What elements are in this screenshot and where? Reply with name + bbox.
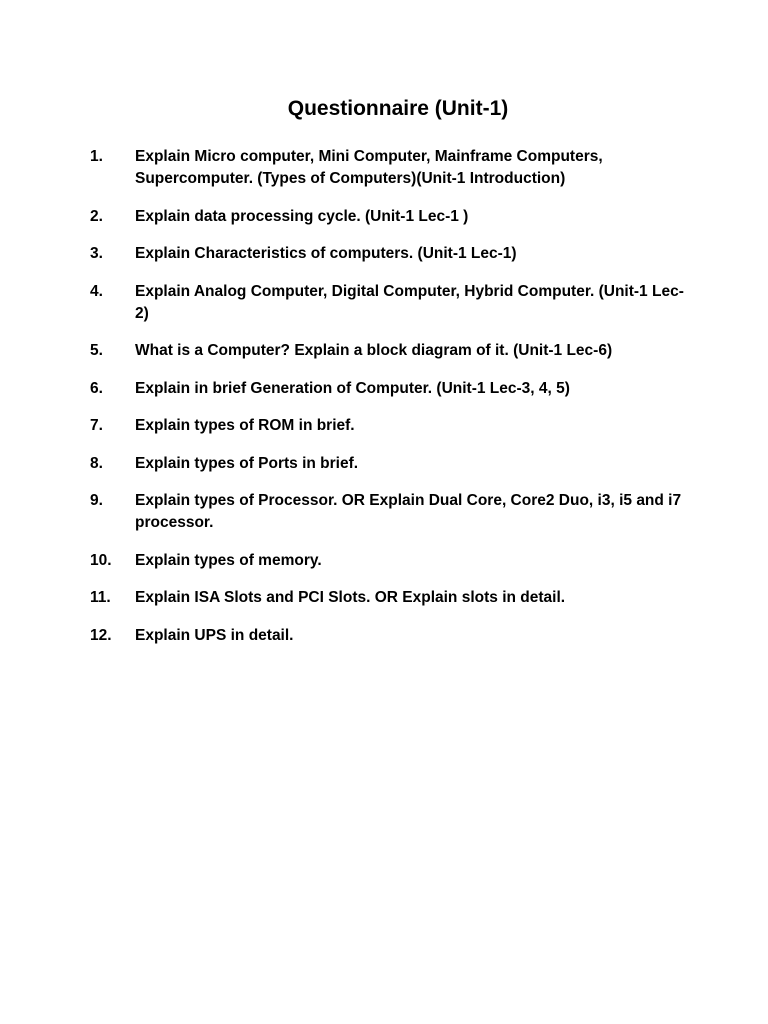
question-text: Explain Characteristics of computers. (Unit-1 Lec-1) xyxy=(135,245,517,262)
question-item xyxy=(90,146,690,190)
question-number: 12. xyxy=(90,626,112,644)
question-number: 2. xyxy=(90,207,103,225)
question-number: 4. xyxy=(90,282,103,300)
question-text: Explain in brief Generation of Computer. (Unit-1 Lec-3, 4, 5) xyxy=(135,379,570,397)
question-text: Explain Analog Computer, Digital Computer, Hybrid Computer. (Unit-1 Lec-2) xyxy=(135,282,684,322)
question-item xyxy=(90,625,690,647)
question-number: 9. xyxy=(90,492,103,509)
question-item xyxy=(90,281,690,325)
question-item xyxy=(90,550,690,572)
question-text: Explain ISA Slots and PCI Slots. OR Explain slots in detail. xyxy=(135,589,566,606)
question-text: Explain Micro computer, Mini Computer, Mainframe Computers, Supercomputer. (Types of Computers)(Unit-1 Introduction) xyxy=(135,148,603,187)
question-number: 6. xyxy=(90,379,103,397)
question-text: Explain types of Ports in brief. xyxy=(135,454,359,472)
question-text: Explain types of Processor. OR Explain Dual Core, Core2 Duo, i3, i5 and i7 processor. xyxy=(135,492,682,531)
question-number: 8. xyxy=(90,454,103,472)
question-item xyxy=(90,340,690,362)
question-number: 7. xyxy=(90,417,103,434)
question-text: Explain types of memory. xyxy=(135,551,322,569)
question-item xyxy=(90,490,690,534)
question-item xyxy=(90,243,690,265)
question-list xyxy=(90,146,690,662)
question-text: Explain data processing cycle. (Unit-1 Lec-1 ) xyxy=(135,207,469,225)
question-text: Explain UPS in detail. xyxy=(135,626,294,644)
question-text: What is a Computer? Explain a block diagram of it. (Unit-1 Lec-6) xyxy=(135,342,613,359)
question-number: 11. xyxy=(90,589,111,606)
question-item xyxy=(90,206,690,228)
question-text: Explain types of ROM in brief. xyxy=(135,417,355,434)
question-number: 3. xyxy=(90,245,103,262)
question-item xyxy=(90,415,690,437)
question-number: 5. xyxy=(90,342,103,359)
question-item xyxy=(90,587,690,609)
question-item xyxy=(90,378,690,400)
page-title: Questionnaire (Unit-1) xyxy=(287,97,509,120)
question-item xyxy=(90,453,690,475)
question-number: 10. xyxy=(90,551,112,569)
question-number: 1. xyxy=(90,148,103,165)
